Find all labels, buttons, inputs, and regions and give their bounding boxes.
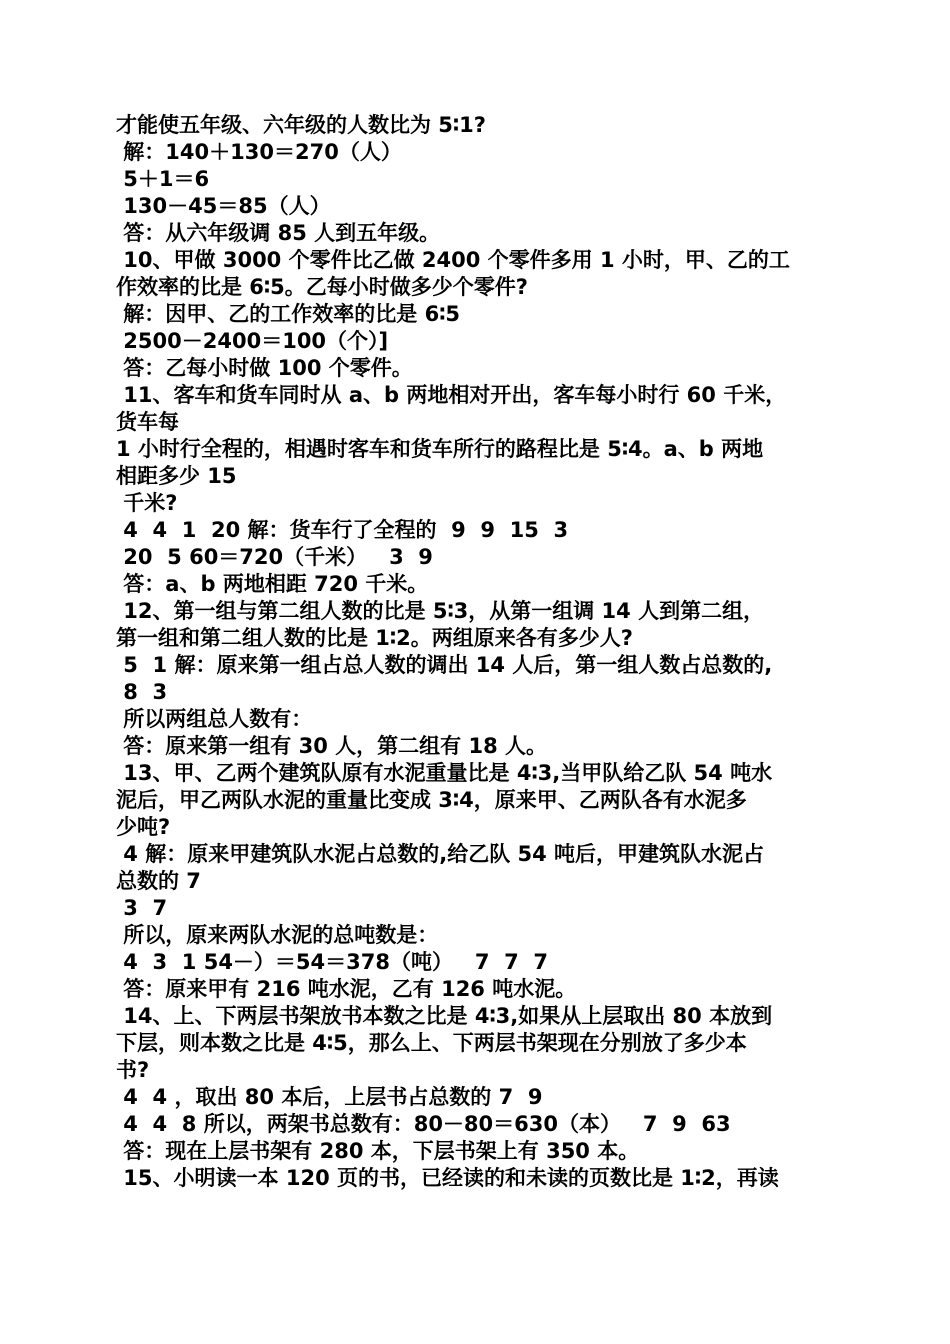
text-line: 3 7 — [116, 896, 168, 920]
text-line: 答：现在上层书架有 280 本，下层书架上有 350 本。 — [116, 1139, 640, 1163]
text-line: 4 4 1 20 解：货车行了全程的 9 9 15 3 — [116, 518, 569, 542]
text-line: 20 5 60＝720（千米） 3 9 — [116, 545, 433, 569]
text-line: 答：a、b 两地相距 720 千米。 — [116, 572, 429, 596]
text-line: 货车每 — [116, 410, 179, 434]
text-line: 2500－2400＝100（个）] — [116, 329, 389, 353]
text-line: 14、上、下两层书架放书本数之比是 4∶3,如果从上层取出 80 本放到 — [116, 1004, 773, 1028]
text-line: 130－45＝85（人） — [116, 194, 331, 218]
text-line: 总数的 7 — [116, 869, 201, 893]
document-body — [116, 112, 836, 1192]
text-line: 解：因甲、乙的工作效率的比是 6∶5 — [116, 302, 461, 326]
text-line: 4 4 ，取出 80 本后，上层书占总数的 7 9 — [116, 1085, 543, 1109]
text-line: 11、客车和货车同时从 a、b 两地相对开出，客车每小时行 60 千米， — [116, 383, 787, 407]
text-line: 第一组和第二组人数的比是 1∶2。两组原来各有多少人? — [116, 626, 633, 650]
text-line: 才能使五年级、六年级的人数比为 5∶1? — [116, 113, 486, 137]
text-line: 1 小时行全程的，相遇时客车和货车所行的路程比是 5∶4。a、b 两地 — [116, 437, 764, 461]
text-line: 下层，则本数之比是 4∶5，那么上、下两层书架现在分别放了多少本 — [116, 1031, 747, 1055]
text-line: 4 解：原来甲建筑队水泥占总数的,给乙队 54 吨后，甲建筑队水泥占 — [116, 842, 765, 866]
text-line: 5＋1＝6 — [116, 167, 210, 191]
text-line: 所以，原来两队水泥的总吨数是： — [116, 923, 439, 947]
text-line: 8 3 — [116, 680, 168, 704]
text-line: 千米? — [116, 491, 178, 515]
text-line: 相距多少 15 — [116, 464, 237, 488]
text-line: 5 1 解：原来第一组占总人数的调出 14 人后，第一组人数占总数的, — [116, 653, 773, 677]
text-line: 答：原来甲有 216 吨水泥，乙有 126 吨水泥。 — [116, 977, 577, 1001]
text-line: 13、甲、乙两个建筑队原有水泥重量比是 4∶3,当甲队给乙队 54 吨水 — [116, 761, 773, 785]
text-line: 答：原来第一组有 30 人，第二组有 18 人。 — [116, 734, 548, 758]
text-line: 12、第一组与第二组人数的比是 5∶3，从第一组调 14 人到第二组， — [116, 599, 765, 623]
text-line: 解：140＋130＝270（人） — [116, 140, 402, 164]
text-line: 答：乙每小时做 100 个零件。 — [116, 356, 413, 380]
text-line: 4 4 8 所以，两架书总数有：80－80＝630（本） 7 9 63 — [116, 1112, 731, 1136]
text-line: 15、小明读一本 120 页的书，已经读的和未读的页数比是 1∶2，再读 — [116, 1166, 779, 1190]
text-line: 书? — [116, 1058, 150, 1082]
text-line: 所以两组总人数有： — [116, 707, 313, 731]
text-line: 4 3 1 54－）＝54＝378（吨） 7 7 7 — [116, 950, 548, 974]
text-line: 少吨? — [116, 815, 171, 839]
text-line: 泥后，甲乙两队水泥的重量比变成 3∶4，原来甲、乙两队各有水泥多 — [116, 788, 747, 812]
text-line: 答：从六年级调 85 人到五年级。 — [116, 221, 441, 245]
text-line: 10、甲做 3000 个零件比乙做 2400 个零件多用 1 小时，甲、乙的工 — [116, 248, 790, 272]
text-line: 作效率的比是 6∶5。乙每小时做多少个零件? — [116, 275, 528, 299]
